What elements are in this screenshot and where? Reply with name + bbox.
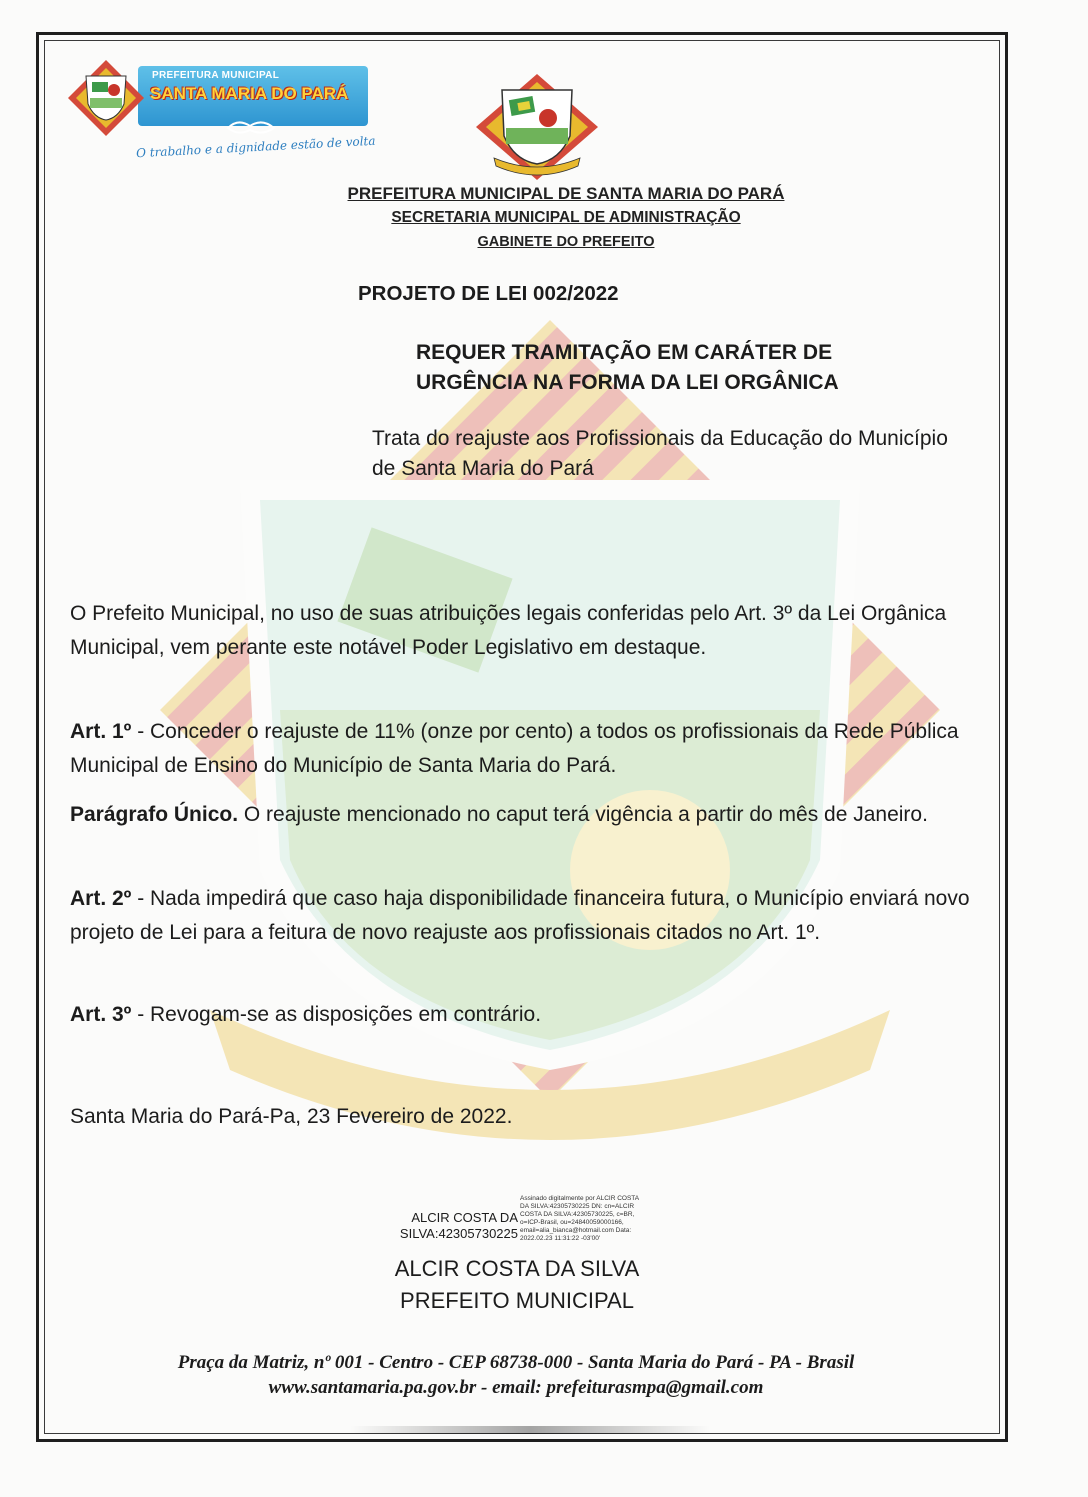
header-line-gabinete: GABINETE DO PREFEITO: [477, 234, 655, 250]
article-1-text: - Conceder o reajuste de 11% (onze por cento) a todos os profissionais da Rede Pública Municipal de Ensino do Município de Santa Maria do Pará.: [70, 720, 959, 777]
paragrafo-unico: [70, 798, 970, 832]
intro-paragraph: O Prefeito Municipal, no uso de suas atribuições legais conferidas pelo Art. 3º da Lei Orgânica Municipal, vem perante este notável Poder Legislativo em destaque.: [70, 602, 947, 659]
header-line-prefeitura: PREFEITURA MUNICIPAL DE SANTA MARIA DO PARÁ: [347, 184, 785, 203]
footer-contact: www.santamaria.pa.gov.br - email: prefeiturasmpa@gmail.com: [268, 1377, 764, 1398]
small-crest-icon: [66, 58, 146, 138]
signatory-role: PREFEITO MUNICIPAL: [400, 1288, 634, 1313]
document-subject: REQUER TRAMITAÇÃO EM CARÁTER DE URGÊNCIA NA FORMA DA LEI ORGÂNICA: [416, 341, 839, 394]
municipal-coat-of-arms: [474, 72, 600, 182]
article-1-label: Art. 1º: [70, 720, 132, 743]
document-ementa: Trata do reajuste aos Profissionais da Educação do Município de Santa Maria do Pará: [372, 427, 948, 480]
municipality-brand-badge: [66, 58, 386, 178]
digital-signature-details: Assinado digitalmente por ALCIR COSTA DA SILVA:42305730225 DN: cn=ALCIR COSTA DA SILVA:42305730225, c=BR, o=ICP-Brasil, ou=24840059000166, email=alia_bianca@hotmail.com Data: 2022.02.23 11:31:22 -03'00': [520, 1195, 639, 1242]
article-3: [70, 998, 970, 1032]
footer-address: Praça da Matriz, nº 001 - Centro - CEP 68738-000 - Santa Maria do Pará - PA - Brasil: [177, 1352, 855, 1373]
brand-name: SANTA MARIA DO PARÁ: [150, 84, 349, 103]
scan-smudge: [350, 1426, 710, 1434]
handshake-icon: [226, 114, 276, 138]
brand-motto: O trabalho e a dignidade estão de volta: [135, 133, 376, 161]
article-2-label: Art. 2º: [70, 887, 132, 910]
article-2-text: - Nada impedirá que caso haja disponibilidade financeira futura, o Município enviará novo projeto de Lei para a feitura de novo reajuste aos profissionais citados no Art. 1º.: [70, 887, 970, 944]
digital-signature-name: [382, 1210, 518, 1242]
paragrafo-unico-label: Parágrafo Único.: [70, 803, 239, 826]
article-3-label: Art. 3º: [70, 1003, 132, 1026]
document-title: PROJETO DE LEI 002/2022: [358, 282, 619, 305]
article-1: [70, 715, 970, 783]
article-2: [70, 882, 970, 950]
digital-signature-name-line1: ALCIR COSTA DA: [411, 1210, 518, 1225]
header-line-secretaria: SECRETARIA MUNICIPAL DE ADMINISTRAÇÃO: [391, 209, 741, 226]
digital-signature-name-line2: SILVA:42305730225: [399, 1226, 518, 1241]
brand-small-text: PREFEITURA MUNICIPAL: [152, 70, 280, 81]
paragrafo-unico-text: O reajuste mencionado no caput terá vigência a partir do mês de Janeiro.: [238, 803, 928, 826]
article-3-text: - Revogam-se as disposições em contrário.: [131, 1003, 542, 1026]
date-line: Santa Maria do Pará-Pa, 23 Fevereiro de 2022.: [70, 1105, 513, 1128]
signatory-name: ALCIR COSTA DA SILVA: [394, 1256, 640, 1281]
